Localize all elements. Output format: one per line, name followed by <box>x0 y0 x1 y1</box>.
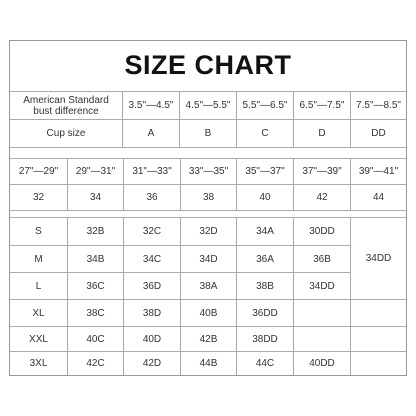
size-cell: 38DD <box>252 333 278 345</box>
underbust-range: 33"—35" <box>188 166 229 177</box>
page-title: SIZE CHART <box>124 50 292 80</box>
size-cell: 36C <box>86 280 105 292</box>
size-chart-table <box>9 40 407 376</box>
size-cell: 30DD <box>309 226 335 237</box>
cup-size-value: DD <box>371 128 386 139</box>
size-cell: 36D <box>142 280 162 292</box>
letter-size: XXL <box>29 333 48 345</box>
size-cell: 40C <box>86 333 105 345</box>
size-cell: 40DD <box>309 358 335 369</box>
size-cell: 42D <box>142 358 162 369</box>
band-size: 44 <box>372 192 385 203</box>
cup-size-label: Cup size <box>46 128 86 139</box>
size-cell: 44B <box>199 358 218 369</box>
underbust-range: 35"—37" <box>245 166 285 177</box>
cup-size-value: B <box>204 128 212 139</box>
cup-size-value: A <box>147 128 155 139</box>
divider <box>10 210 406 211</box>
letter-size: L <box>35 280 42 292</box>
letter-size: M <box>34 253 43 265</box>
band-size: 42 <box>316 192 328 203</box>
bust-diff-value: 3.5"—4.5" <box>128 100 174 111</box>
size-cell: 32C <box>142 226 162 237</box>
bust-diff-value: 4.5"—5.5" <box>185 100 231 111</box>
size-cell: 42B <box>199 333 218 345</box>
size-cell: 40D <box>142 333 162 345</box>
size-cell: 36A <box>256 253 274 265</box>
size-cell: 38C <box>86 307 105 319</box>
bust-difference-label <box>10 92 122 119</box>
bust-diff-value: 5.5"—6.5" <box>242 100 288 111</box>
bust-label-line1: American Standard <box>23 94 109 106</box>
size-cell: 34B <box>86 253 105 265</box>
size-cell: 34D <box>199 253 218 265</box>
size-cell: 36B <box>313 253 331 265</box>
underbust-range: 31"—33" <box>132 166 172 177</box>
underbust-range: 39"—41" <box>358 166 399 177</box>
letter-size: 3XL <box>29 358 48 369</box>
band-size: 34 <box>89 192 102 203</box>
size-cell: 34A <box>256 226 274 237</box>
cup-size-value: C <box>261 128 269 139</box>
size-cell: 34C <box>142 253 162 265</box>
underbust-range: 37"—39" <box>302 166 342 177</box>
size-cell: 36DD <box>252 307 278 319</box>
size-cell: 44C <box>255 358 275 369</box>
size-cell: 32D <box>199 226 218 237</box>
size-cell: 40B <box>199 307 218 319</box>
cup-size-value: D <box>318 128 326 139</box>
merged-size-cell: 34DD <box>365 253 392 264</box>
underbust-range: 27"—29" <box>18 166 59 177</box>
band-size: 38 <box>202 192 215 203</box>
divider <box>10 147 406 148</box>
size-cell: 34DD <box>309 280 335 292</box>
underbust-range: 29"—31" <box>75 166 116 177</box>
size-cell: 38D <box>142 307 162 319</box>
band-size: 32 <box>32 192 45 203</box>
size-cell: 32B <box>86 226 105 237</box>
letter-size: S <box>35 226 42 237</box>
size-cell: 42C <box>86 358 105 369</box>
bust-diff-value: 7.5"—8.5" <box>356 100 401 111</box>
bust-diff-value: 6.5"—7.5" <box>299 100 345 111</box>
letter-size: XL <box>32 307 45 319</box>
band-size: 40 <box>259 192 271 203</box>
bust-label-line2: bust difference <box>33 105 99 117</box>
band-size: 36 <box>146 192 158 203</box>
size-cell: 38B <box>256 280 274 292</box>
size-cell: 38A <box>199 280 218 292</box>
